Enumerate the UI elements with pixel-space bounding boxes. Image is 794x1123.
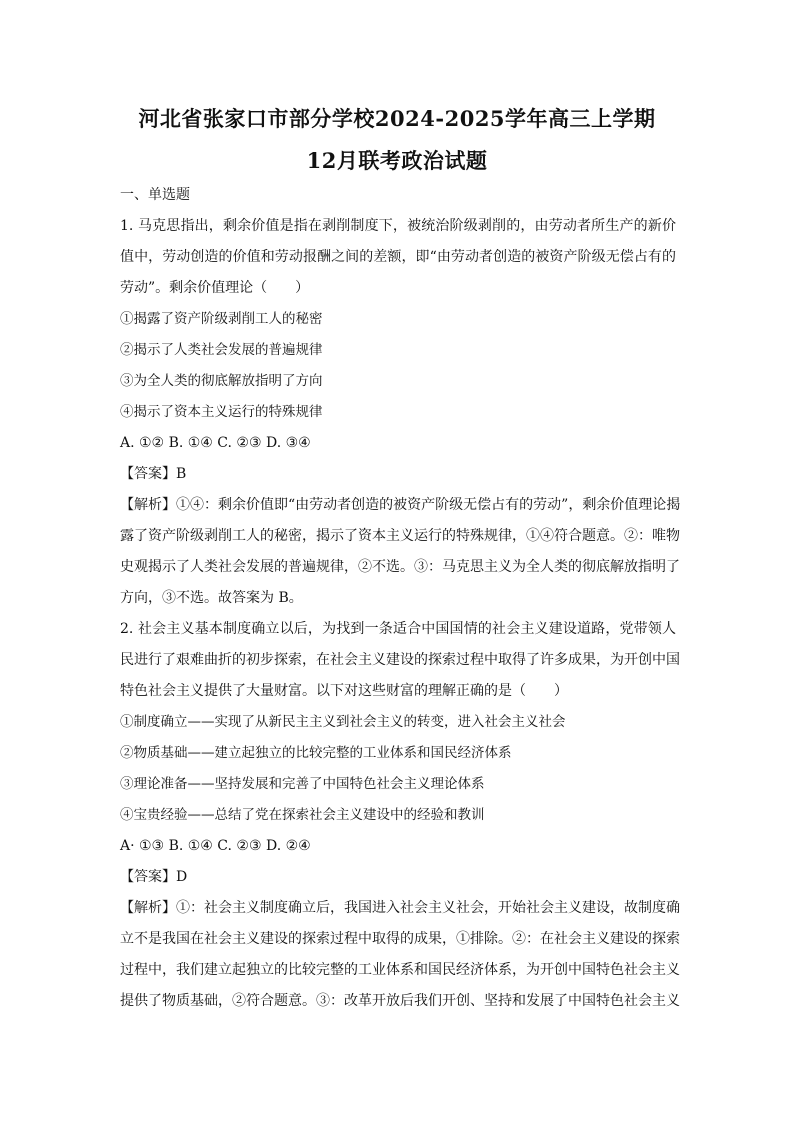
question-1-option: ③为全人类的彻底解放指明了方向 [120, 373, 323, 389]
question-1-option: ②揭示了人类社会发展的普遍规律 [120, 342, 323, 358]
question-2-option: ③理论准备——坚持发展和完善了中国特色社会主义理论体系 [120, 776, 485, 792]
question-2-stem-line: 2. 社会主义基本制度确立以后，为找到一条适合中国国情的社会主义建设道路，党带领人 [120, 621, 676, 637]
question-1-stem-line: 劳动”。剩余价值理论（ ） [120, 280, 310, 296]
question-2-analysis-line: 提供了物质基础，②符合题意。③：改革开放后我们开创、坚持和发展了中国特色社会主义 [120, 993, 680, 1009]
question-1-stem-line: 值中，劳动创造的价值和劳动报酬之间的差额，即“由劳动者创造的被资产阶级无偿占有的 [120, 249, 676, 265]
section-heading: 一、单选题 [120, 187, 190, 203]
question-1-analysis-line: 方向，③不选。故答案为 B。 [120, 590, 303, 606]
question-2-analysis-line: 过程中，我们建立起独立的比较完整的工业体系和国民经济体系，为开创中国特色社会主义 [120, 962, 680, 978]
question-2-stem-line: 特色社会主义提供了大量财富。以下对这些财富的理解正确的是（ ） [120, 683, 568, 699]
question-2-answer: 【答案】D [120, 869, 188, 885]
question-2-option: ②物质基础——建立起独立的比较完整的工业体系和国民经济体系 [120, 745, 512, 761]
question-2-analysis-line: 立不是我国在社会主义建设的探索过程中取得的成果，①排除。②：在社会主义建设的探索 [120, 931, 680, 947]
question-2-analysis-line: 【解析】①：社会主义制度确立后，我国进入社会主义社会，开始社会主义建设，故制度确 [120, 900, 680, 916]
question-2-option: ①制度确立——实现了从新民主主义到社会主义的转变，进入社会主义社会 [120, 714, 566, 730]
question-2-option: ④宝贵经验——总结了党在探索社会主义建设中的经验和教训 [120, 807, 485, 823]
question-1-analysis-line: 史观揭示了人类社会发展的普遍规律，②不选。③：马克思主义为全人类的彻底解放指明了 [120, 559, 680, 575]
question-2-stem-line: 民进行了艰难曲折的初步探索，在社会主义建设的探索过程中取得了许多成果，为开创中国 [120, 652, 680, 668]
question-1-option: ④揭示了资本主义运行的特殊规律 [120, 404, 323, 420]
question-1-answer: 【答案】B [120, 466, 187, 482]
question-1-stem-line: 1. 马克思指出，剩余价值是指在剥削制度下，被统治阶级剥削的，由劳动者所生产的新价 [120, 218, 676, 234]
document-body [120, 184, 681, 1021]
question-1-analysis-line: 露了资产阶级剥削工人的秘密，揭示了资本主义运行的特殊规律，①④符合题意。②：唯物 [120, 528, 680, 544]
document-subtitle: 12月联考政治试题 [306, 148, 488, 173]
question-2-choices: A· ①③ B. ①④ C. ②③ D. ②④ [120, 838, 311, 854]
question-1-option: ①揭露了资产阶级剥削工人的秘密 [120, 311, 323, 327]
question-1-choices: A. ①② B. ①④ C. ②③ D. ③④ [120, 435, 311, 451]
document-title: 河北省张家口市部分学校2024-2025学年高三上学期 [138, 106, 656, 131]
question-1-analysis-line: 【解析】①④：剩余价值即“由劳动者创造的被资产阶级无偿占有的劳动”，剩余价值理论揭 [120, 497, 681, 513]
